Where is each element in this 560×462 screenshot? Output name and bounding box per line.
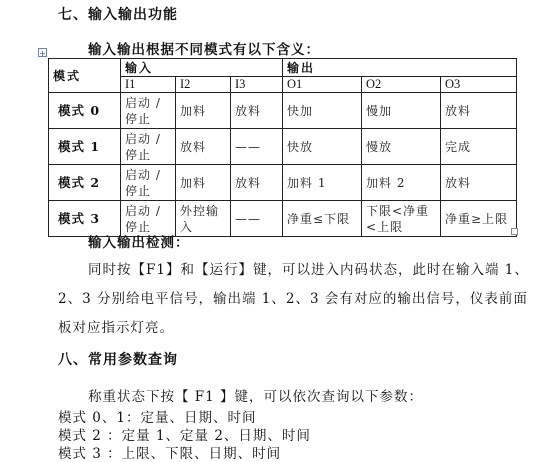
table-resize-handle-icon[interactable] (511, 228, 518, 235)
cell-o1: 加料 1 (283, 165, 362, 201)
cell-i3: 放料 (231, 165, 283, 201)
cell-i1: 启动 / 停止 (121, 165, 176, 201)
row-mode-label: 模式 2 (49, 165, 121, 201)
table-row-mode-2 (49, 165, 517, 201)
cell-o2: 慢加 (362, 93, 441, 129)
col-i1: I1 (121, 77, 176, 93)
col-i3: I3 (231, 77, 283, 93)
cell-o3: 放料 (441, 93, 517, 129)
cell-i2: 放料 (176, 129, 231, 165)
cell-i2: 加料 (176, 93, 231, 129)
col-o3: O3 (441, 77, 517, 93)
io-check-title: 输入输出检测： (88, 235, 190, 251)
query-line-1: 模式 0、1：定量、日期、时间 (58, 410, 257, 426)
io-check-line-1: 同时按【F1】和【运行】键，可以进入内码状态，此时在输入端 1、 (88, 262, 529, 278)
header-input: 输入 (121, 59, 283, 77)
table-intro: 输入输出根据不同模式有以下含义： (88, 42, 320, 58)
cell-i2: 加料 (176, 165, 231, 201)
header-output: 输出 (283, 59, 517, 77)
section-8-title: 八、常用参数查询 (58, 352, 178, 368)
col-i2: I2 (176, 77, 231, 93)
cell-i2: 外控输入 (176, 201, 231, 237)
col-o1: O1 (283, 77, 362, 93)
table-move-handle-icon[interactable]: + (39, 49, 46, 58)
io-check-line-2: 2、3 分别给电平信号，输出端 1、2、3 会有对应的输出信号，仪表前面 (58, 291, 528, 307)
row-mode-label: 模式 1 (49, 129, 121, 165)
table-row-mode-1 (49, 129, 517, 165)
cell-o3: 完成 (441, 129, 517, 165)
row-mode-label: 模式 3 (49, 201, 121, 237)
row-mode-label: 模式 0 (49, 93, 121, 129)
cell-i3: 放料 (231, 93, 283, 129)
section-7-title: 七、输入输出功能 (58, 7, 178, 23)
io-check-line-3: 板对应指示灯亮。 (58, 320, 174, 336)
cell-i1: 启动 / 停止 (121, 129, 176, 165)
cell-i1: 启动 / 停止 (121, 201, 176, 237)
cell-o3: 净重≥上限 (441, 201, 517, 237)
io-mode-table (48, 58, 517, 237)
cell-o1: 快放 (283, 129, 362, 165)
query-intro: 称重状态下按【 F1 】键，可以依次查询以下参数： (88, 389, 424, 405)
query-line-2: 模式 2 ：定量 1、定量 2、日期、时间 (58, 428, 311, 444)
header-mode: 模式 (49, 59, 121, 93)
cell-i1: 启动 / 停止 (121, 93, 176, 129)
cell-o1: 快加 (283, 93, 362, 129)
cell-o2: 慢放 (362, 129, 441, 165)
col-o2: O2 (362, 77, 441, 93)
query-line-3: 模式 3 ：上限、下限、日期、时间 (58, 446, 282, 462)
cell-o1: 净重≤下限 (283, 201, 362, 237)
cell-o2: 下限<净重<上限 (362, 201, 441, 237)
cell-i3: —— (231, 201, 283, 237)
table-row-mode-0 (49, 93, 517, 129)
cell-o2: 加料 2 (362, 165, 441, 201)
cell-i3: —— (231, 129, 283, 165)
cell-o3: 放料 (441, 165, 517, 201)
